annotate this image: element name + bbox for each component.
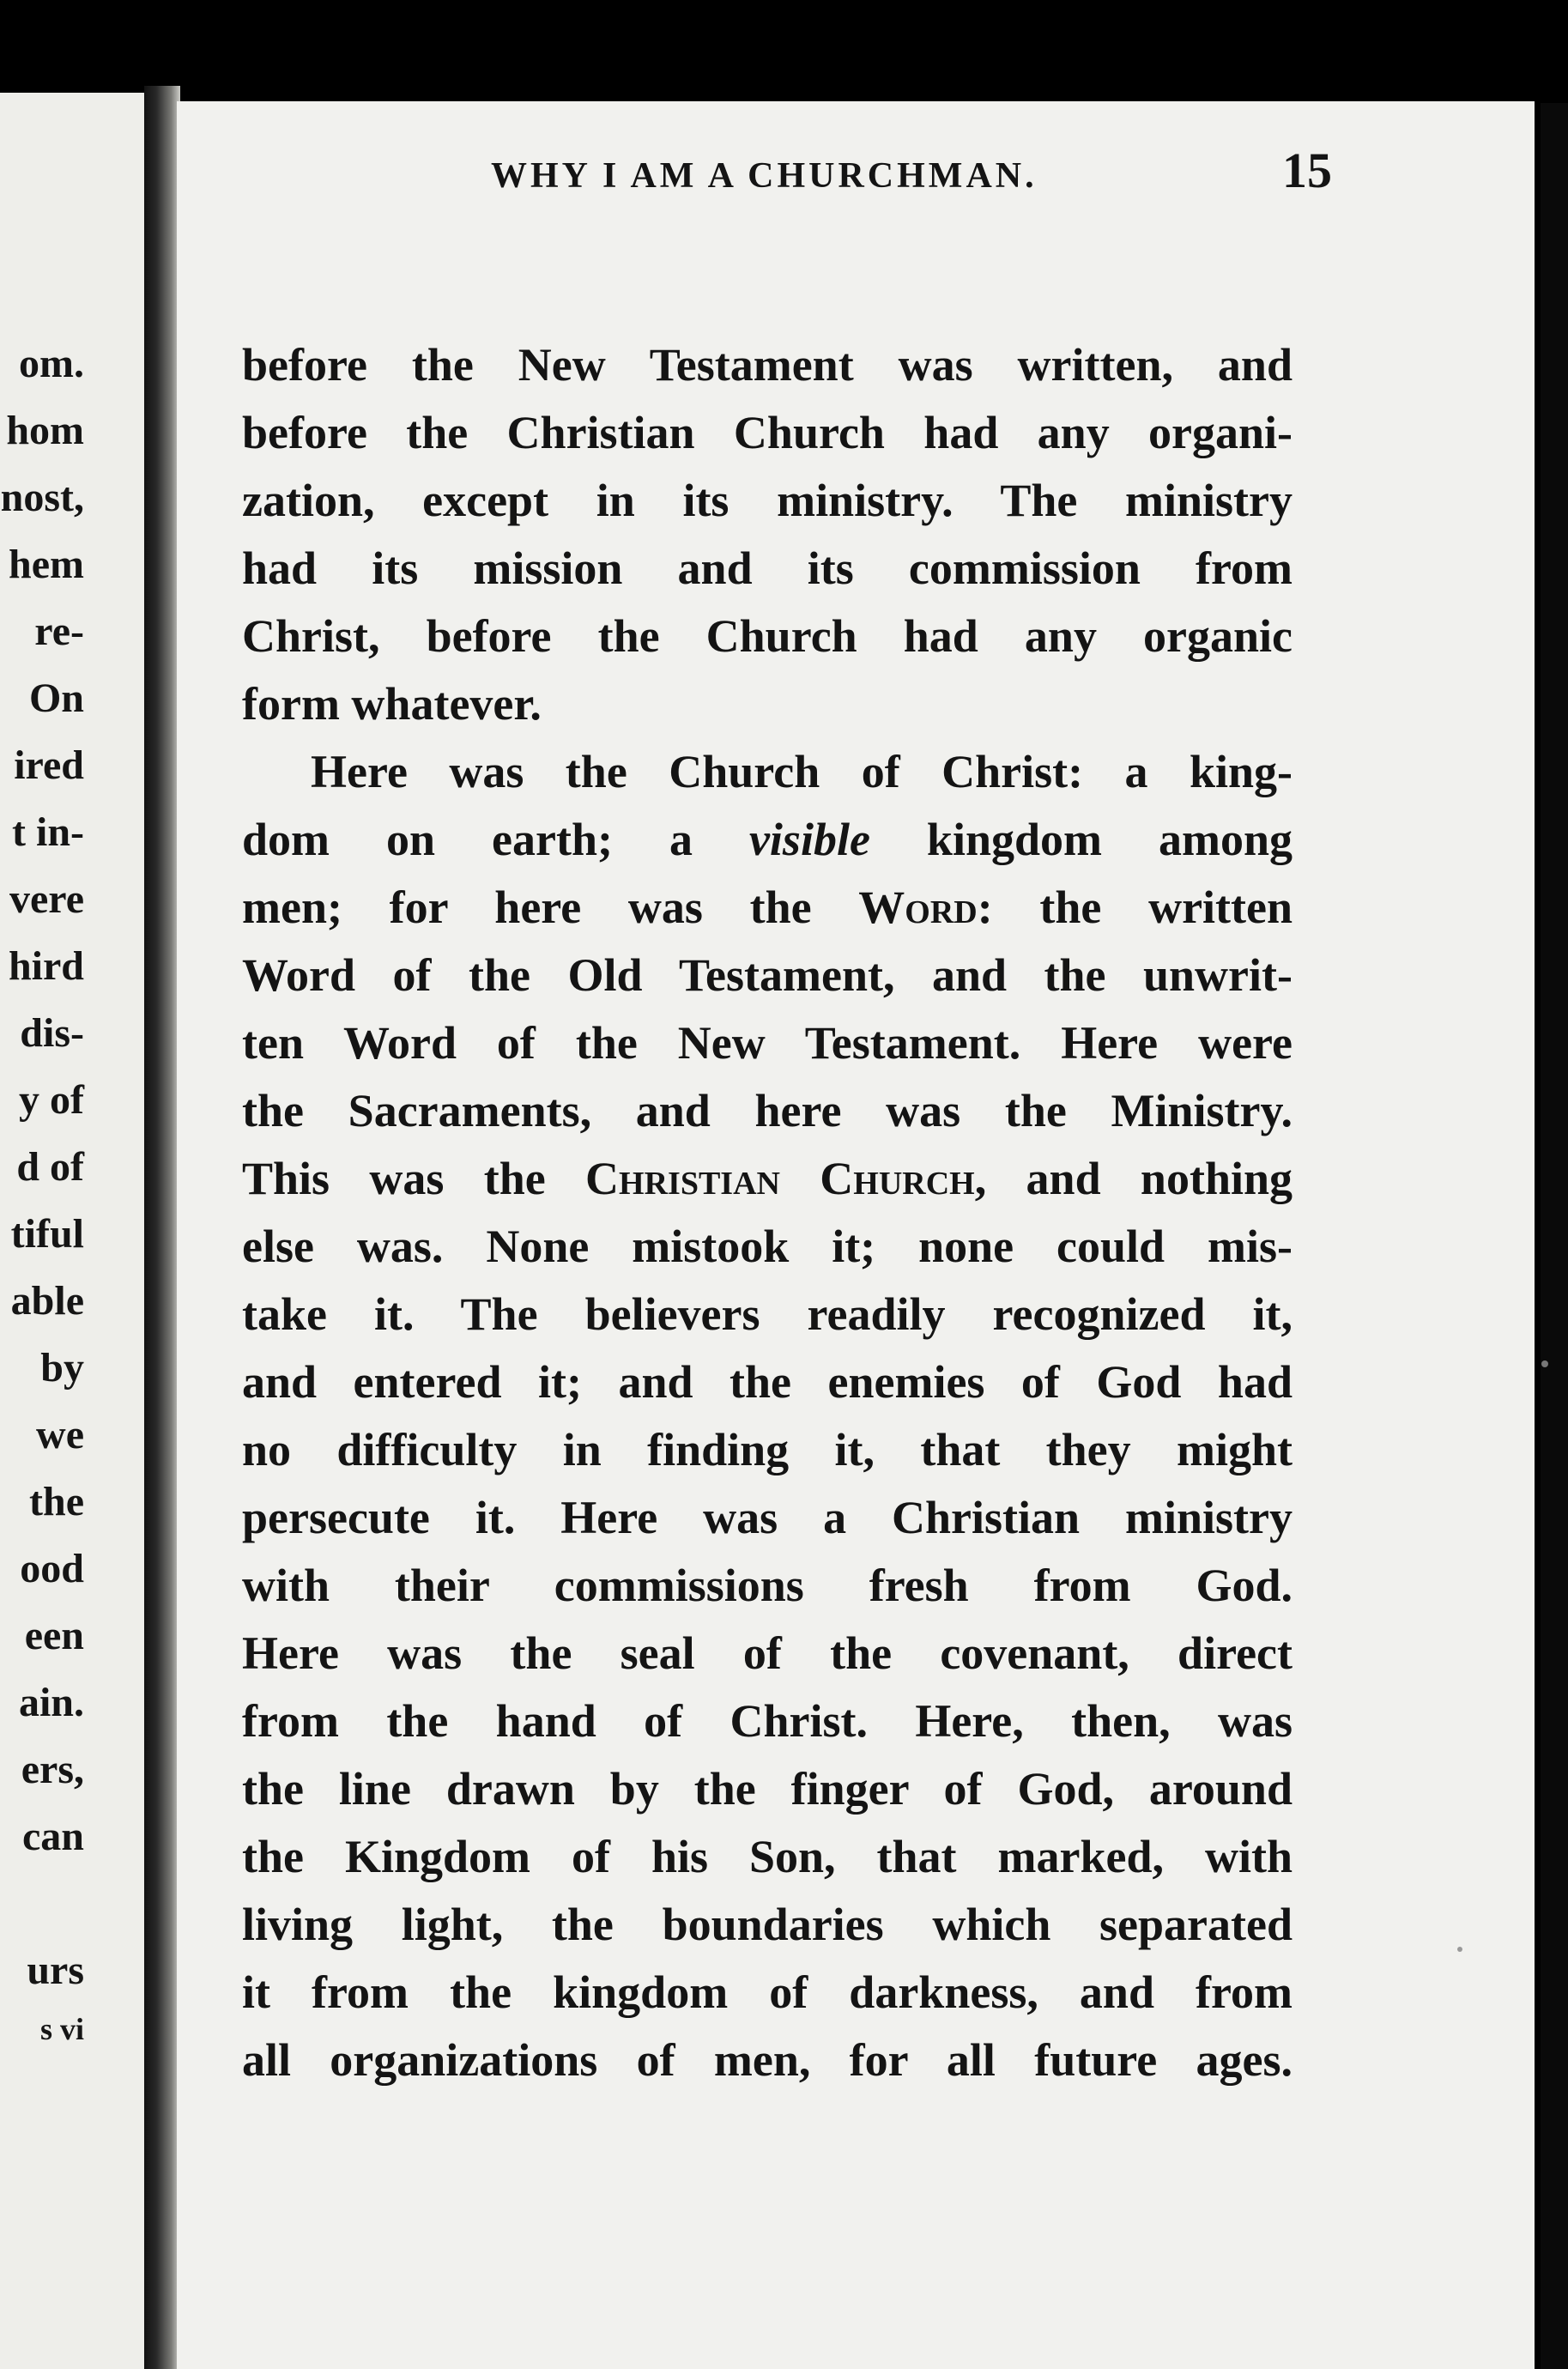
text-line: the Sacraments, and here was the Ministry. xyxy=(242,1085,1293,1136)
text-line: and entered it; and the enemies of God had xyxy=(242,1356,1293,1408)
fragment-line: hom xyxy=(6,408,84,453)
text-line: Christ, before the Church had any organic xyxy=(242,610,1293,662)
fragment-line: On xyxy=(28,676,84,721)
text-line xyxy=(242,816,1293,863)
scan-speck xyxy=(1457,1947,1462,1952)
scan-edge xyxy=(1541,103,1568,2369)
text-line: the line drawn by the finger of God, around xyxy=(242,1763,1293,1815)
text-run: This was the xyxy=(242,1153,546,1204)
fragment-line: ired xyxy=(14,742,84,788)
fragment-line: hird xyxy=(8,943,84,989)
fragment-line: ers, xyxy=(21,1747,84,1792)
text-line: the Kingdom of his Son, that marked, with xyxy=(242,1831,1293,1882)
fragment-line: can xyxy=(22,1814,84,1859)
text-line: with their commissions fresh from God. xyxy=(242,1560,1293,1611)
italic-word: visible xyxy=(748,814,870,865)
text-run: men; for here was the xyxy=(242,882,812,933)
text-line: it from the kingdom of darkness, and from xyxy=(242,1966,1293,2018)
text-line: persecute it. Here was a Christian ministry xyxy=(242,1492,1293,1543)
fragment-line: dis- xyxy=(20,1010,84,1056)
text-line: Word of the Old Testament, and the unwrit- xyxy=(242,949,1293,1001)
fragment-line: s vi xyxy=(39,2012,84,2046)
text-line xyxy=(242,1155,1293,1202)
text-line: living light, the boundaries which separated xyxy=(242,1899,1293,1950)
text-line: else was. None mistook it; none could mis- xyxy=(242,1221,1293,1272)
fragment-line: ood xyxy=(20,1546,84,1591)
fragment-line: tiful xyxy=(10,1211,84,1257)
text-line: Here was the Church of Christ: a king- xyxy=(311,746,1293,797)
fragment-line: om. xyxy=(19,341,84,386)
fragment-line: by xyxy=(40,1345,84,1390)
text-line xyxy=(242,882,1293,933)
running-title: WHY I AM A CHURCHMAN. xyxy=(491,156,1038,196)
book-gutter xyxy=(144,86,180,2369)
text-line: take it. The believers readily recognized it, xyxy=(242,1288,1293,1340)
fragment-line: able xyxy=(10,1278,84,1324)
text-line: form whatever. xyxy=(242,678,542,730)
text-run: kingdom among xyxy=(926,814,1293,865)
running-header xyxy=(294,142,1332,219)
text-line: Here was the seal of the covenant, direct xyxy=(242,1627,1293,1679)
fragment-line: hem xyxy=(9,542,84,587)
fragment-line: the xyxy=(29,1479,84,1524)
scan-speck xyxy=(1541,1360,1548,1367)
page-number: 15 xyxy=(1282,142,1332,198)
fragment-line: we xyxy=(36,1412,84,1457)
fragment-line: een xyxy=(24,1613,84,1658)
fragment-line: vere xyxy=(9,876,84,922)
text-line: had its mission and its commission from xyxy=(242,542,1293,594)
fragment-line: re- xyxy=(34,609,84,654)
text-line: ten Word of the New Testament. Here were xyxy=(242,1017,1293,1069)
fragment-line: urs xyxy=(27,1948,84,1993)
text-run: dom on earth; a xyxy=(242,814,693,865)
fragment-line: ain. xyxy=(18,1680,84,1725)
text-line: no difficulty in finding it, that they might xyxy=(242,1424,1293,1475)
text-line: all organizations of men, for all future ages. xyxy=(242,2034,1293,2086)
text-run: : the written xyxy=(977,882,1293,933)
text-run: , and nothing xyxy=(974,1153,1293,1204)
text-line: from the hand of Christ. Here, then, was xyxy=(242,1695,1293,1747)
text-line: zation, except in its ministry. The ministry xyxy=(242,475,1293,526)
small-caps-phrase: Christian Church xyxy=(585,1153,975,1204)
text-line: before the New Testament was written, and xyxy=(242,339,1293,391)
fragment-line: t in- xyxy=(12,809,84,855)
small-caps-word: Word xyxy=(858,882,978,933)
text-line: before the Christian Church had any organi- xyxy=(242,407,1293,458)
fragment-line: y of xyxy=(19,1077,84,1123)
fragment-line: d of xyxy=(16,1144,84,1190)
fragment-line: nost, xyxy=(0,475,84,520)
facing-page-fragment xyxy=(0,93,144,2369)
